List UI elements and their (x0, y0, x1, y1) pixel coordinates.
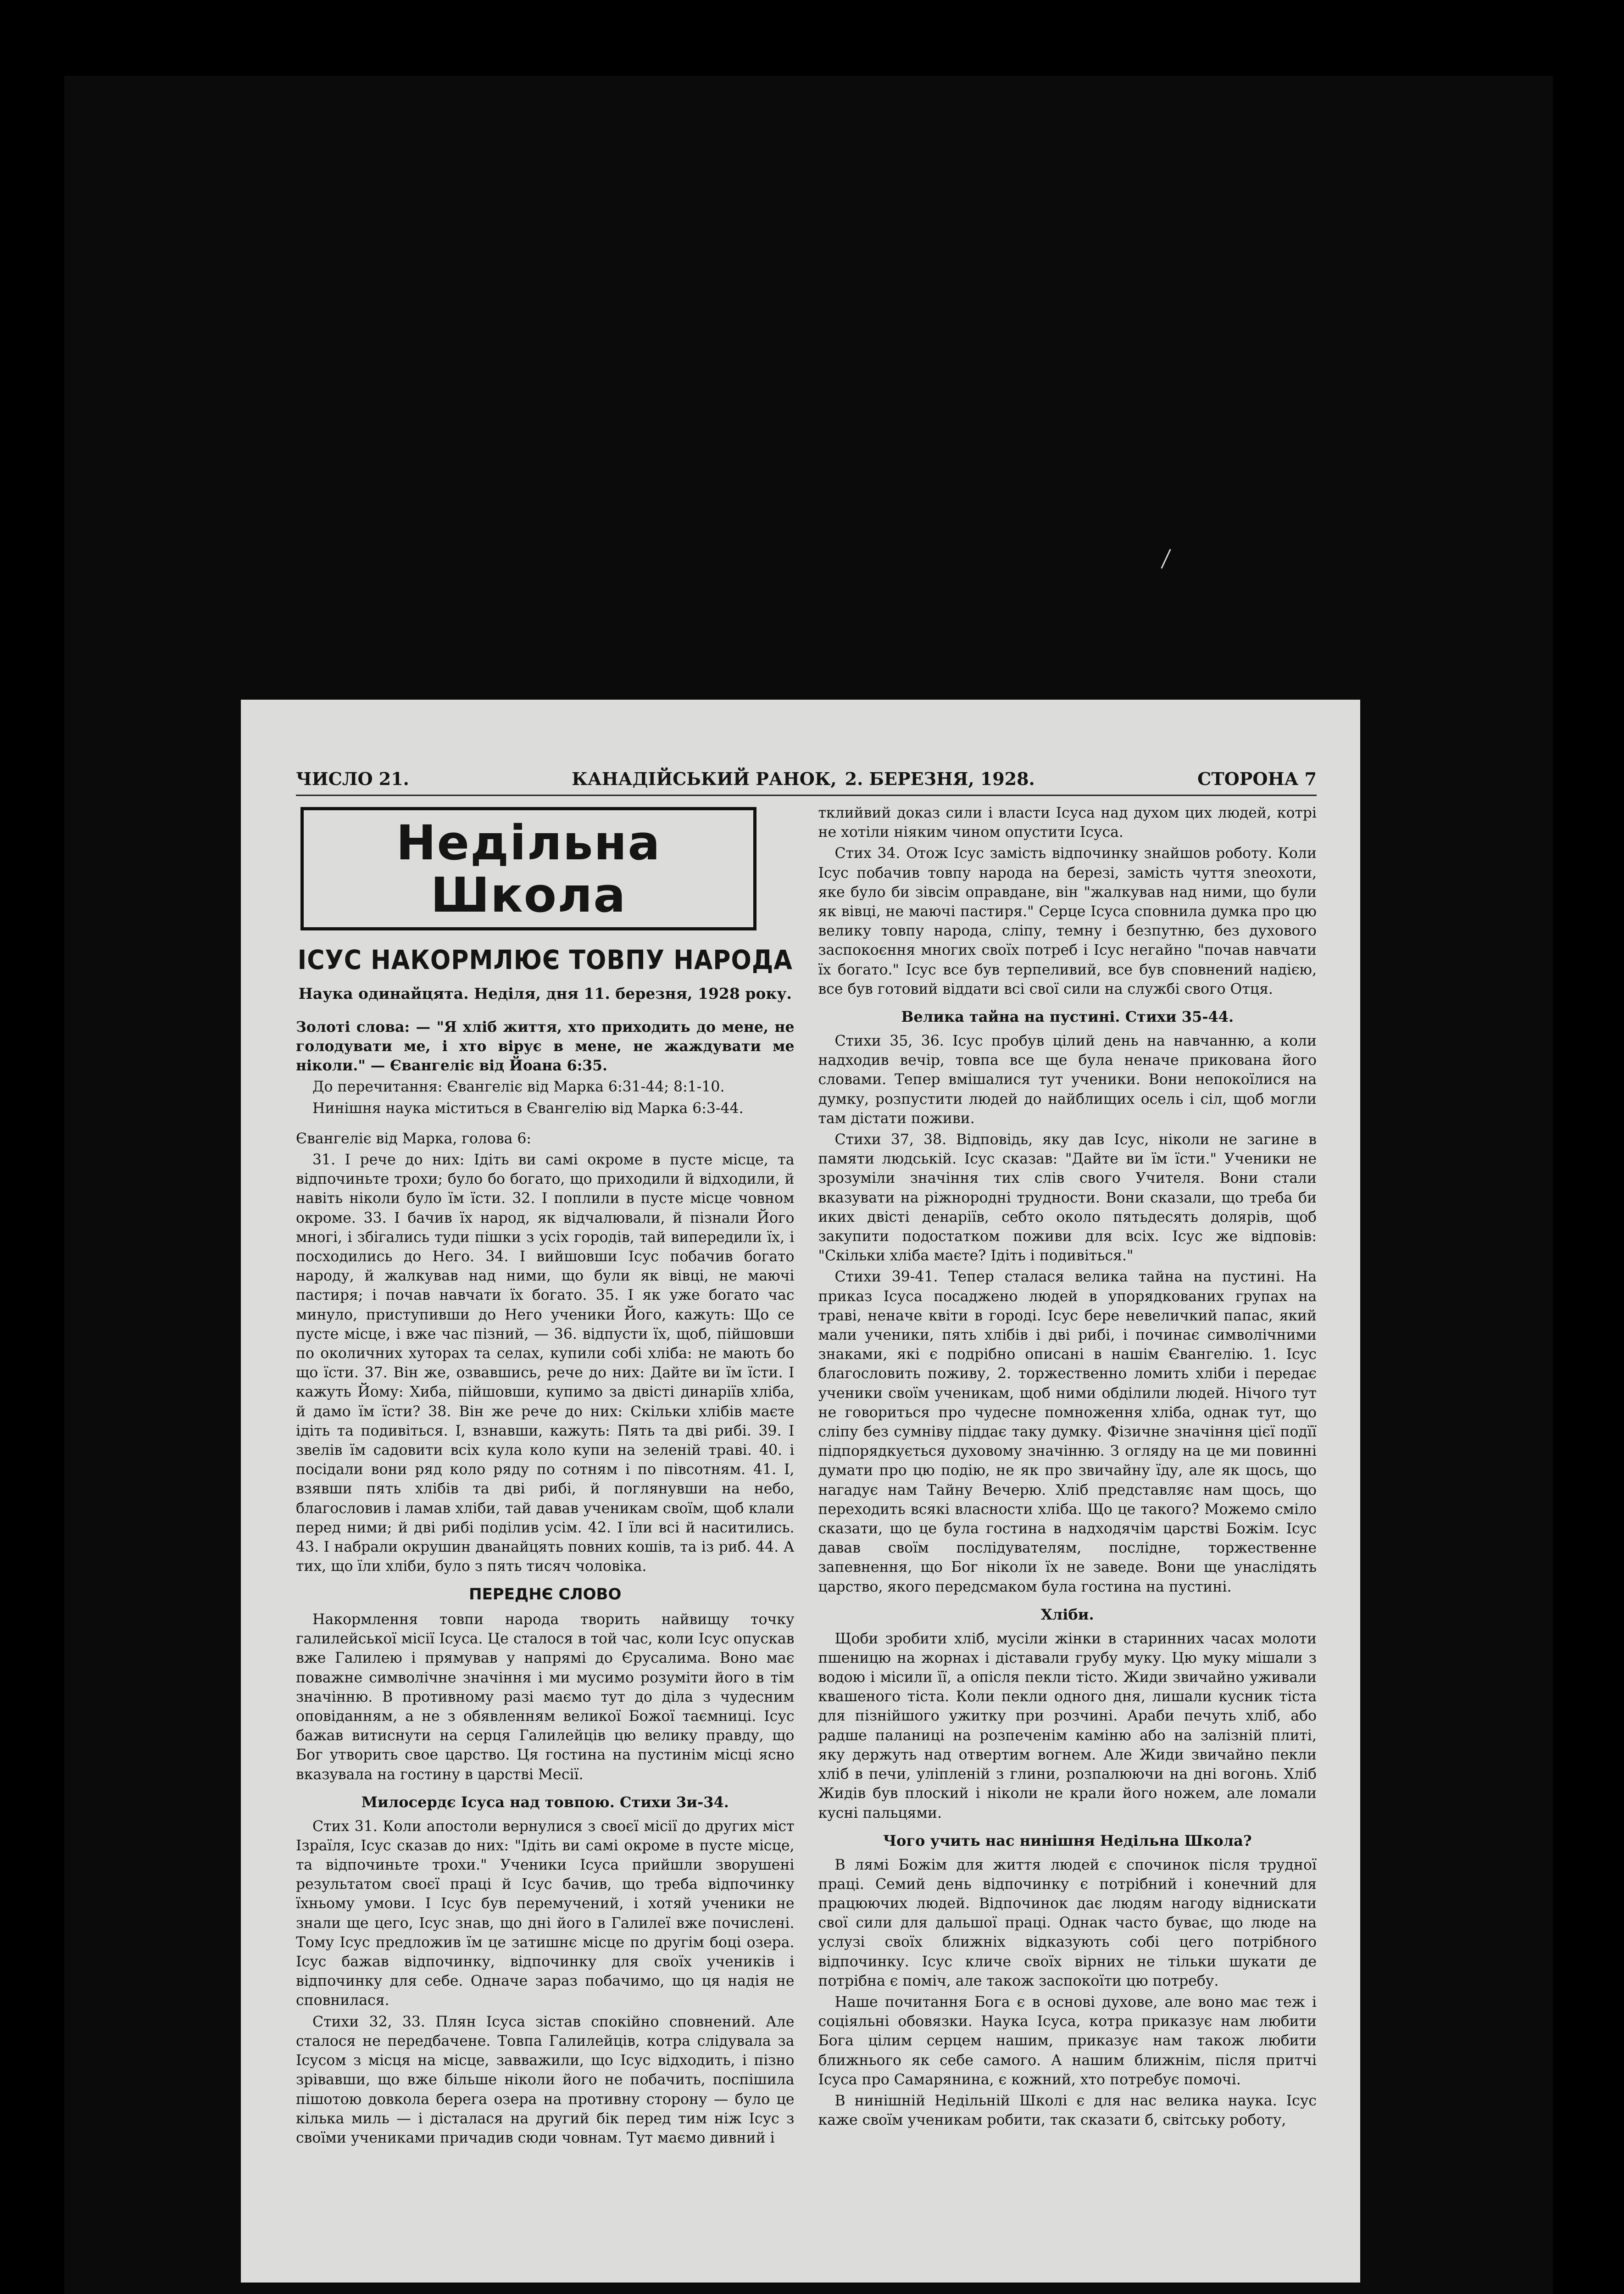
mercy-heading: Милосердє Ісуса над товпою. Стихи 3и-34. (361, 1793, 729, 1811)
right-paragraph-2: Стих 34. Отож Ісус замість відпочинку знайшов роботу. Коли Ісус побачив товпу народа на березі, замість чуття зneохоти, яке було би зівсім оправдане, він "жалкував над ними, що були як вівці, не маючі пастиря." Серце Ісуса сповнила думка про цю велику товпу народа, сліпу, темну і безпутню, без духового заспокоєння многих своїх потреб і Ісус негайно "почав навчати їх богато." Ісус все був терпеливий, все був сповнений надією, все був готовий віддати всі свої сили на службі свого Отця. (818, 845, 1317, 997)
left-column (296, 803, 795, 2149)
issue-number: ЧИСЛО 21. (296, 768, 409, 789)
right-paragraph-9: В нинішній Недільній Школі є для нас велика наука. Ісус каже своїм ученикам робити, так сказати б, світську роботу, (818, 2093, 1317, 2129)
gospel-text: 31. І рече до них: Ідіть ви самі окроме в пусте місце, та відпочиньте трохи; було бо богато, що приходили й відходили, й навіть ніколи було їм їсти. 32. І поплили в пусте місце човном окроме. 33. І бачив їх народ, як відчалювали, й пізнали Його многі, і збігались туди пішки з усіх городів, тай випередили їх, і посходились до Него. 34. І вийшовши Ісус побачив богато народу, й жалкував над ними, що були як вівці, не маючі пастиря; і почав навчати їх богато. 35. І як уже богато час минуло, приступивши до Него ученики Його, кажуть: Що се пусте місце, і вже час пізний, — 36. відпусти їх, щоб, пійшовши по околичних хуторах та селах, купили собі хліба: не мають бо що їсти. 37. Він же, озвавшись, рече до них: Дайте ви їм їсти. І кажуть Йому: Хиба, пійшовши, купимо за двісті динаріїв хліба, й дамо їм їсти? 38. Він же рече до них: Скільки хлібів маєте ідіть та подивіться. І, взнавши, кажуть: Пять та дві рибі. 39. І звелів їм садовити всіх кула коло купи на зеленій траві. 40. і посідали вони ряд коло ряду по сотням і по півсотням. 41. І, взявши пять хлібів та дві рибі, й поглянувши на небо, благословив і ламав хліби, тай давав ученикам своїм, щоб клали перед ними; й дві рибі поділив усім. 42. І їли всі й наситились. 43. І набрали окрушин дванайцять повних кошів, та із риб. 44. А тих, що їли хліби, було з пять тисяч чоловіка. (296, 1151, 795, 1575)
columns (296, 803, 1317, 2149)
newspaper-page (241, 700, 1360, 2283)
right-paragraph-4: Стихи 37, 38. Відповідь, яку дав Ісус, ніколи не загине в памяти людській. Ісус сказав: "Дайте ви їм їсти." Ученики не зрозуміли значіння тих слів свого Учителя. Вони стали вказувати на ріжнородні трудности. Вони сказали, що треба би иких двісті денаріїв, себто около пятьдесять долярів, щоб закупити подостатком поживи для всіх. Ісус же відповів: "Скільки хліба маєте? Ідіть і подивіться." (818, 1131, 1317, 1264)
right-paragraph-5: Стихи 39-41. Тепер сталася велика тайна на пустині. На приказ Ісуса посаджено людей в упорядкованих групах на траві, неначе квіти в городі. Ісус бере невеличкий папас, який мали ученики, пять хлібів і дві рибі, і починає символічними знаками, які є подрібно описані в нашім Євангелію. 1. Ісус благословить поживу, 2. торжественно ломить хліби і передає ученики своїм ученикам, щоб ними обділили людей. Нічого тут не говориться про чудесне помноження хліба, однак тут, що сліпу без сумніву піддає таку думку. Фізичне значіння цієї подїї підпорядкується духовому значінню. З огляду на це ми повинні думати про цю подію, не як про звичайну їду, але як щось, що нагадує нам Тайну Вечерю. Хліб представляє нам щось, що переходить всякі власности хліба. Що це такого? Можемо сміло сказати, що це була гостина в надходячім царстві Божім. Ісус давав своїм послідувателям, послідне, торжественне запевнення, що Бог ніколи їх не заведе. Вони ще унаслідять царство, якого передсмаком була гостина на пустині. (818, 1269, 1317, 1595)
teaching-heading: Чого учить нас нинішня Недільна Школа? (883, 1832, 1252, 1849)
bread-heading: Хліби. (1040, 1605, 1094, 1623)
page-header (296, 768, 1317, 796)
mercy-paragraph-2: Стихи 32, 33. Плян Ісуса зістав спокійно сповнений. Але сталося не передбачене. Товпа Галилейців, котра слідувала за Ісусом з місця на місце, завважили, що Ісус відходить, і пізно зрівавши, що вже більше ніколи його не побачить, поспішила пішотою довкола берега озера на противну сторону — було це кілька миль — і дісталася на другий бік перед тим ніж Ісус з своїми учениками причадив сюди човнам. Тут маємо дивний і (296, 2013, 795, 2146)
right-paragraph-7: В лямі Божім для життя людей є спочинок після трудної праці. Семий день відпочинку є потрібний і конечний для працюючих людей. Відпочинок дає людям нагоду віднискати свої сили для дальшої праці. Однак часто буває, що люде на услузі своїх ближніх відказують собі цего потрібного відпочинку. Ісус кличе своїх вірних не тільки шукати де потрібна є поміч, але також заспокоїти цю потребу. (818, 1856, 1317, 1989)
reading-ref: До перечитання: Євангеліє від Марка 6:31-44; 8:1-10. (312, 1079, 725, 1096)
issue-date: 2. БЕРЕЗНЯ, 1928. (845, 768, 1035, 789)
gospel-heading: Євангеліє від Марка, голова 6: (296, 1130, 532, 1147)
right-paragraph-6: Щоби зробити хліб, мусіли жінки в старинних часах молоти пшеницю на жорнах і діставали грубу муку. Цю муку мішали з водою і місили її, а опісля пекли тісто. Жиди звичайно уживали квашеного тіста. Коли пекли одного дня, лишали кусник тіста для пізнійшого ужитку при розчині. Араби печуть хліб, або радше паланиці на розпеченім каміню або на залізній плиті, яку держуть над отвертим вогнем. Але Жиди звичайно пекли хліб в печи, уліпленій з глини, розпалюючи на дні вогонь. Хліб Жидів був плоский і ніколи не крали його ножем, але ломали кусні пальцями. (818, 1630, 1317, 1821)
right-column (818, 803, 1317, 2149)
section-masthead: Недільна Школа (300, 807, 756, 930)
preface-text: Накормлення товпи народа творить найвищу точку галилейської місії Ісуса. Це сталося в той час, коли Ісус опускав вже Галилею і прямував у напрямі до Єрусалима. Воно має поважне символічне значіння і ми мусимо розуміти його в тім значінню. В противному разі маємо тут до діла з чудесним оповіданням, а не з обявленням великої Божої таємниці. Ісус бажав витиснути на серця Галилейців цю велику правду, що Бог утворить свое царство. Ця гостина на пустинім місці ясно вказувала на гостину в царстві Месії. (296, 1611, 795, 1783)
golden-words: Золоті слова: — "Я хліб життя, хто приходить до мене, не голодувати ме, і хто вірує в мене, не жаждувати ме ніколи." — Євангеліє від Йоана 6:35. (296, 1018, 795, 1075)
paper-date (572, 768, 1035, 789)
lesson-title: ІСУС НАКОРМЛЮЄ ТОВПУ НАРОДА (297, 944, 793, 975)
page-number: СТОРОНА 7 (1197, 768, 1317, 789)
right-paragraph-1: тклийвий доказ сили і власти Ісуса над духом цих людей, котрі не хотіли ніяким чином опустити Ісуса. (818, 805, 1317, 841)
lesson-subtitle: Наука одинайцята. Неділя, дня 11. березня, 1928 року. (298, 984, 792, 1002)
preface-heading: ПЕРЕДНЄ СЛОВО (469, 1585, 622, 1604)
right-paragraph-8: Наше почитання Бога є в основі духове, але воно має теж і соціяльні обовязки. Наука Ісуса, котра приказує нам любити Бога цілим серцем нашим, приказує нам також любити ближнього як себе самого. А нашим ближнім, після притчі Ісуса про Самарянина, є кожний, хто потребує помочі. (818, 1994, 1317, 2088)
lesson-location: Нинішня наука міститься в Євангелію від Марка 6:3-44. (312, 1100, 744, 1117)
mercy-paragraph-1: Стих 31. Коли апостоли вернулися з своєї місії до других міст Ізраїля, Ісус сказав до них: "Ідіть ви самі окроме в пусте місце, та відпочиньте трохи." Ученики Ісуса прийшли зворушені результатом своєї праці й Ісус бачив, що треба відпочинку їхньому умови. І Ісус був перемучений, і хотяй ученики не знали ще цего, Ісус знав, що дні його в Галилеї вже почислені. Тому Ісус предложив їм це затишнє місце по другім боці озера. Ісус бажав відпочинку, відпочинку для своїх учеників і відпочинку для себе. Одначе зараз побачимо, що ця надія не сповнилася. (296, 1818, 795, 2009)
paper-name: КАНАДІЙСЬКИЙ РАНОК, (572, 768, 837, 789)
mystery-heading: Велика тайна на пустині. Стихи 35-44. (901, 1008, 1234, 1026)
right-paragraph-3: Стихи 35, 36. Ісус пробув цілий день на навчанню, а коли надходив вечір, товпа все ще була неначе прикована його словами. Тепер вмішалися тут ученики. Вони непокоїлися на думку, розпустити людей до найблищих осель і сіл, щоб могли там дістати поживи. (818, 1032, 1317, 1127)
